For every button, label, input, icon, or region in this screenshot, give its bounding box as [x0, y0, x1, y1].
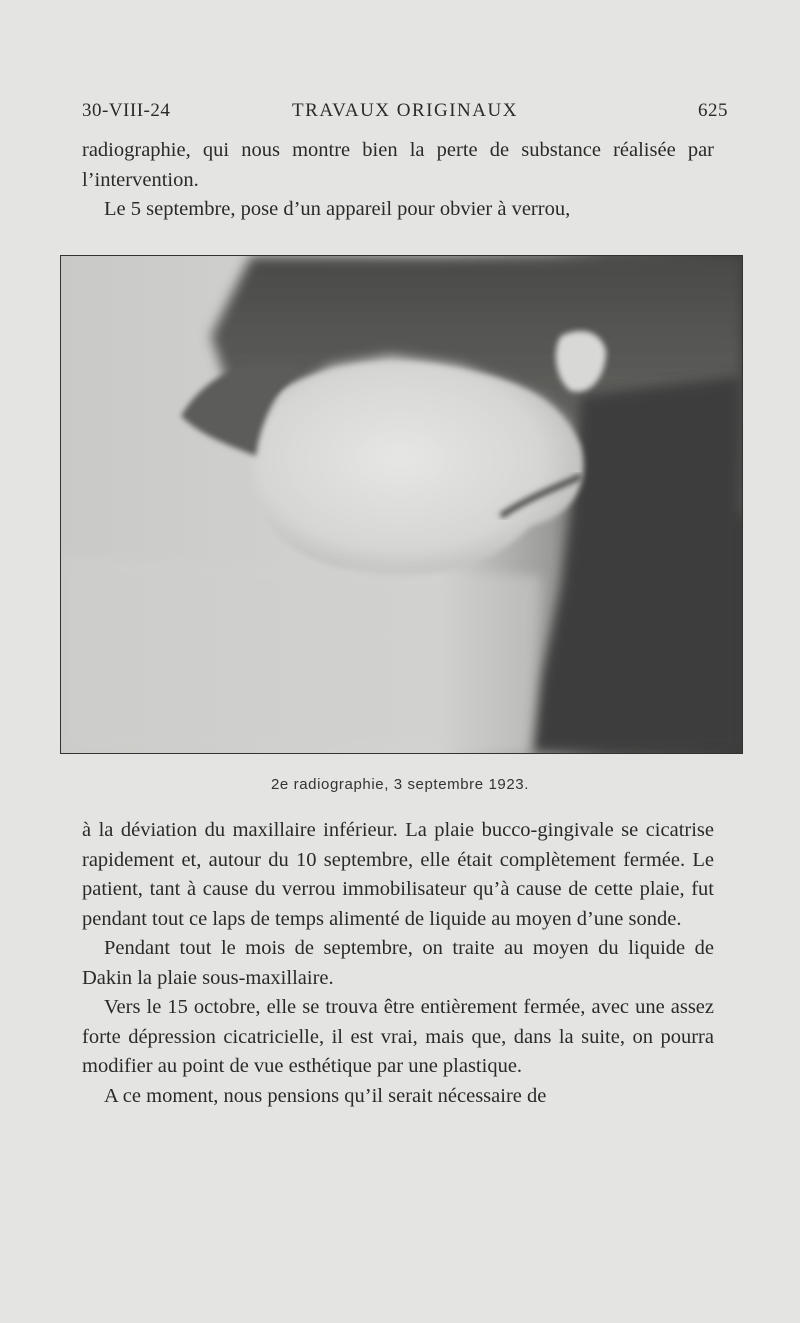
- radiograph-figure: [60, 255, 743, 754]
- paragraph: radiographie, qui nous montre bien la perte de substance réalisée par l’intervention.: [82, 139, 714, 191]
- figure-caption: 2e radiographie, 3 septembre 1923.: [270, 776, 530, 793]
- paragraph: Le 5 septembre, pose d’un appareil pour obvier à verrou,: [104, 198, 571, 220]
- paragraph: Vers le 15 octobre, elle se trouva être entièrement fermée, avec une assez forte dépression cicatricielle, il est vrai, mais que, dans la suite, on pourra modifier au point de vue esthétique par une plastique.: [82, 996, 714, 1077]
- text-block-top: [82, 136, 714, 225]
- radiograph-image: [61, 256, 742, 753]
- page-number: 625: [698, 100, 728, 121]
- paragraph: à la déviation du maxillaire inférieur. La plaie bucco-gingivale se cicatrise rapidement et, autour du 10 septembre, elle était complètement fermée. Le patient, tant à cause du verrou immobilisateur qu’à cause de cette plaie, fut pendant tout ce laps de temps alimenté de liquide au moyen d’une sonde.: [82, 819, 714, 930]
- paragraph: Pendant tout le mois de septembre, on traite au moyen du liquide de Dakin la plaie sous-maxillaire.: [82, 937, 714, 989]
- issue-date: 30-VIII-24: [82, 100, 171, 121]
- text-block-bottom: [82, 816, 714, 1111]
- running-head: [82, 100, 728, 128]
- section-title: TRAVAUX ORIGINAUX: [292, 100, 518, 121]
- paragraph: A ce moment, nous pensions qu’il serait nécessaire de: [104, 1084, 547, 1107]
